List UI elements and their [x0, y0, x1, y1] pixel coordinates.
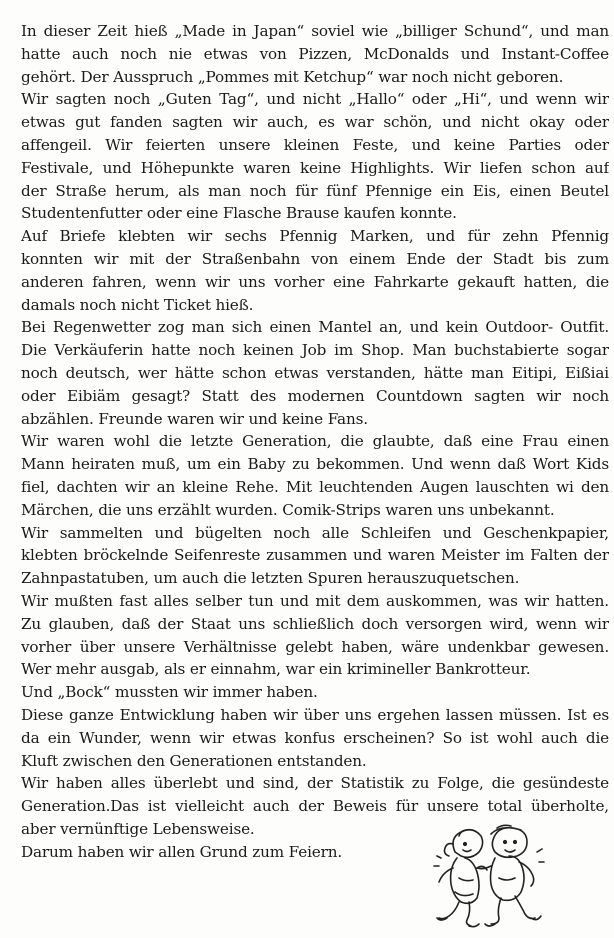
text-line: Wir waren wohl die letzte Generation, die glaubte, daß eine Frau einen	[21, 432, 609, 451]
text-line: fiel, dachten wir an kleine Rehe. Mit leuchtenden Augen lauschten wi den	[21, 477, 609, 496]
text-line: anderen fahren, wenn wir uns vorher eine Fahrkarte gekauft hatten, die	[21, 272, 609, 291]
text-line: der Straße herum, als man noch für fünf Pfennige ein Eis, einen Beutel	[21, 181, 609, 200]
text-line: Diese ganze Entwicklung haben wir über uns ergehen lassen müssen. Ist es	[21, 705, 609, 724]
text-line: gehört. Der Ausspruch „Pommes mit Ketchup“ war noch nicht geboren.	[21, 67, 564, 86]
text-line: affengeil. Wir feierten unsere kleinen Feste, und keine Parties oder	[21, 135, 609, 154]
text-line: Wir sammelten und bügelten noch alle Schleifen und Geschenkpapier,	[21, 523, 609, 542]
text-line: Wir haben alles überlebt und sind, der Statistik zu Folge, die gesündeste	[21, 774, 609, 793]
dancing-couple-cartoon-icon	[433, 822, 545, 930]
text-line: konnten wir mit der Straßenbahn von einem Ende der Stadt bis zum	[21, 249, 609, 268]
text-line: In dieser Zeit hieß „Made in Japan“ soviel wie „billiger Schund“, und man	[21, 22, 609, 40]
text-line: Mann heiraten muß, um ein Baby zu bekommen. Und wenn daß Wort Kids	[21, 455, 609, 474]
text-line: Wer mehr ausgab, als er einnahm, war ein krimineller Bankrotteur.	[21, 660, 531, 679]
text-line: aber vernünftige Lebensweise.	[21, 819, 255, 838]
text-line: Zu glauben, daß der Staat uns schließlich doch versorgen wird, wenn wir	[21, 614, 609, 633]
text-line: damals noch nicht Ticket hieß.	[21, 295, 254, 314]
text-line: vorher über unsere Verhältnisse gelebt haben, wäre undenkbar gewesen.	[21, 637, 609, 656]
text-line: Zahnpastatuben, um auch die letzten Spuren herauszuquetschen.	[21, 569, 520, 588]
text-line: abzählen. Freunde waren wir und keine Fans.	[21, 409, 368, 428]
text-line: Studentenfutter oder eine Flasche Brause kaufen konnte.	[21, 204, 457, 223]
text-line: Und „Bock“ mussten wir immer haben.	[21, 683, 318, 702]
text-line: noch deutsch, wer hätte schon etwas verstanden, hätte man Eitipi, Eißiai	[21, 363, 609, 382]
text-line: Wir mußten fast alles selber tun und mit dem auskommen, was wir hatten.	[21, 591, 609, 610]
text-line: da ein Wunder, wenn wir etwas konfus erscheinen? So ist wohl auch die	[21, 728, 609, 747]
text-line: Festivale, und Höhepunkte waren keine Highlights. Wir liefen schon auf	[21, 158, 609, 177]
text-line: oder Eibiäm gesagt? Statt des modernen Countdown sagten wir noch	[21, 386, 609, 405]
text-line: klebten bröckelnde Seifenreste zusammen und waren Meister im Falten der	[21, 546, 609, 565]
text-line: Märchen, die uns erzählt wurden. Comik-Strips waren uns unbekannt.	[21, 500, 555, 519]
text-line: Die Verkäuferin hatte noch keinen Job im Shop. Man buchstabierte sogar	[21, 341, 609, 360]
text-line: Generation.Das ist vielleicht auch der Beweis für unsere total überholte,	[21, 797, 609, 816]
text-line: hatte auch noch nie etwas von Pizzen, McDonalds und Instant-Coffee	[21, 44, 609, 63]
text-line: Kluft zwischen den Generationen entstanden.	[21, 751, 367, 770]
text-line: etwas gut fanden sagten wir auch, es war schön, und nicht okay oder	[21, 113, 609, 132]
text-line: Bei Regenwetter zog man sich einen Mantel an, und kein Outdoor- Outfit.	[21, 318, 609, 337]
text-line: Darum haben wir allen Grund zum Feiern.	[21, 842, 343, 861]
body-text	[21, 20, 609, 863]
text-line: Auf Briefe klebten wir sechs Pfennig Marken, und für zehn Pfennig	[21, 227, 609, 246]
text-line: Wir sagten noch „Guten Tag“, und nicht „Hallo“ oder „Hi“, und wenn wir	[21, 90, 609, 109]
